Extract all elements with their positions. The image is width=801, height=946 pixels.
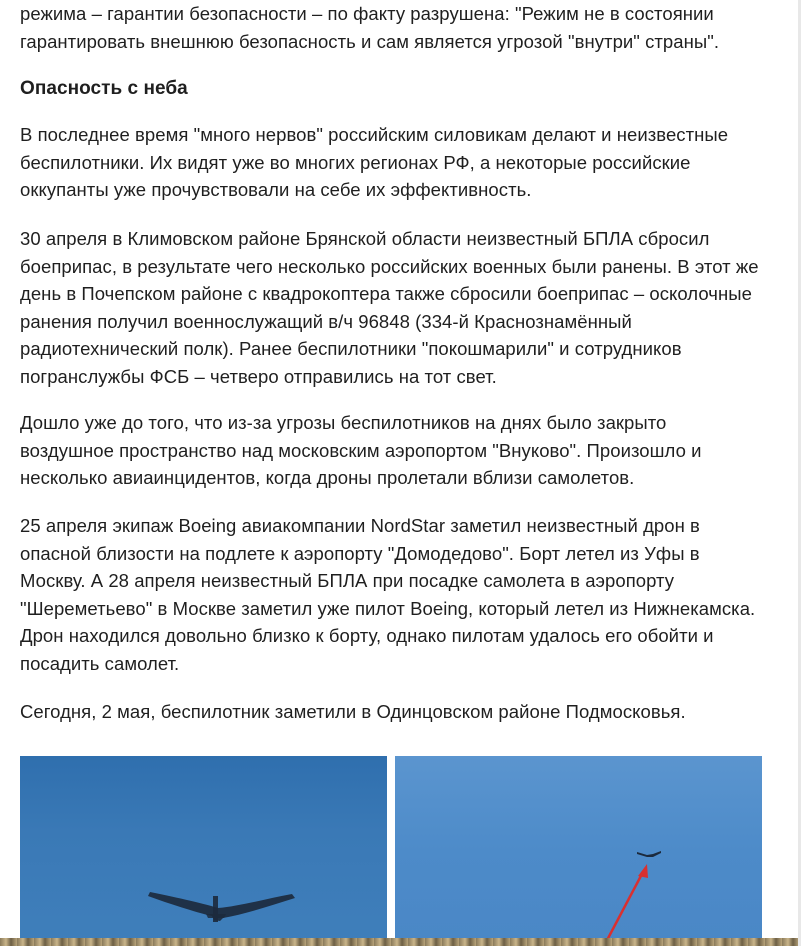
section-heading: Опасность с неба (20, 78, 188, 99)
article-paragraph: 25 апреля экипаж Boeing авиакомпании NordStar заметил неизвестный дрон в опасной близости на подлете к аэропорту "Домодедово". Борт летел из Уфы в Москву. А 28 апреля неизвестный БПЛА при посадке самолета в аэропорту "Шереметьево" в Москве заметил уже пилот Boeing, который летел из Нижнекамска. Дрон находился довольно близко к борту, однако пилотам удалось его обойти и посадить самолет. (20, 515, 756, 674)
bottom-image-strip (0, 938, 801, 946)
article-paragraph: 30 апреля в Климовском районе Брянской области неизвестный БПЛА сбросил боеприпас, в результате чего несколько российских военных были ранены. В этот же день в Почепском районе с квадрокоптера также сбросили боеприпас – осколочные ранения получил военнослужащий в/ч 96848 (334-й Краснознамённый радиотехнический полк). Ранее беспилотники "покошмарили" и сотрудников погранслужбы ФСБ – четверо отправились на тот свет. (20, 228, 759, 387)
drone-distant-with-arrow-image (395, 756, 762, 946)
photo-gallery (20, 756, 762, 946)
drone-closeup-image (20, 756, 387, 946)
drone-closeup-photo[interactable] (20, 756, 387, 946)
article-paragraph: Сегодня, 2 мая, беспилотник заметили в Одинцовском районе Подмосковья. (20, 701, 686, 722)
article-paragraph: В последнее время "много нервов" российским силовикам делают и неизвестные беспилотники. Их видят уже во многих регионах РФ, а некоторые российские оккупанты уже прочувствовали на себе их эффективность. (20, 124, 729, 200)
drone-distant-photo[interactable] (395, 756, 762, 946)
intro-paragraph: режима – гарантии безопасности – по факту разрушена: "Режим не в состоянии гарантировать внешнюю безопасность и сам является угрозой "внутри" страны". (20, 3, 720, 52)
article-paragraph: Дошло уже до того, что из-за угрозы беспилотников на днях было закрыто воздушное пространство над московским аэропортом "Внуково". Произошло и несколько авиаинцидентов, когда дроны пролетали вблизи самолетов. (20, 412, 702, 488)
